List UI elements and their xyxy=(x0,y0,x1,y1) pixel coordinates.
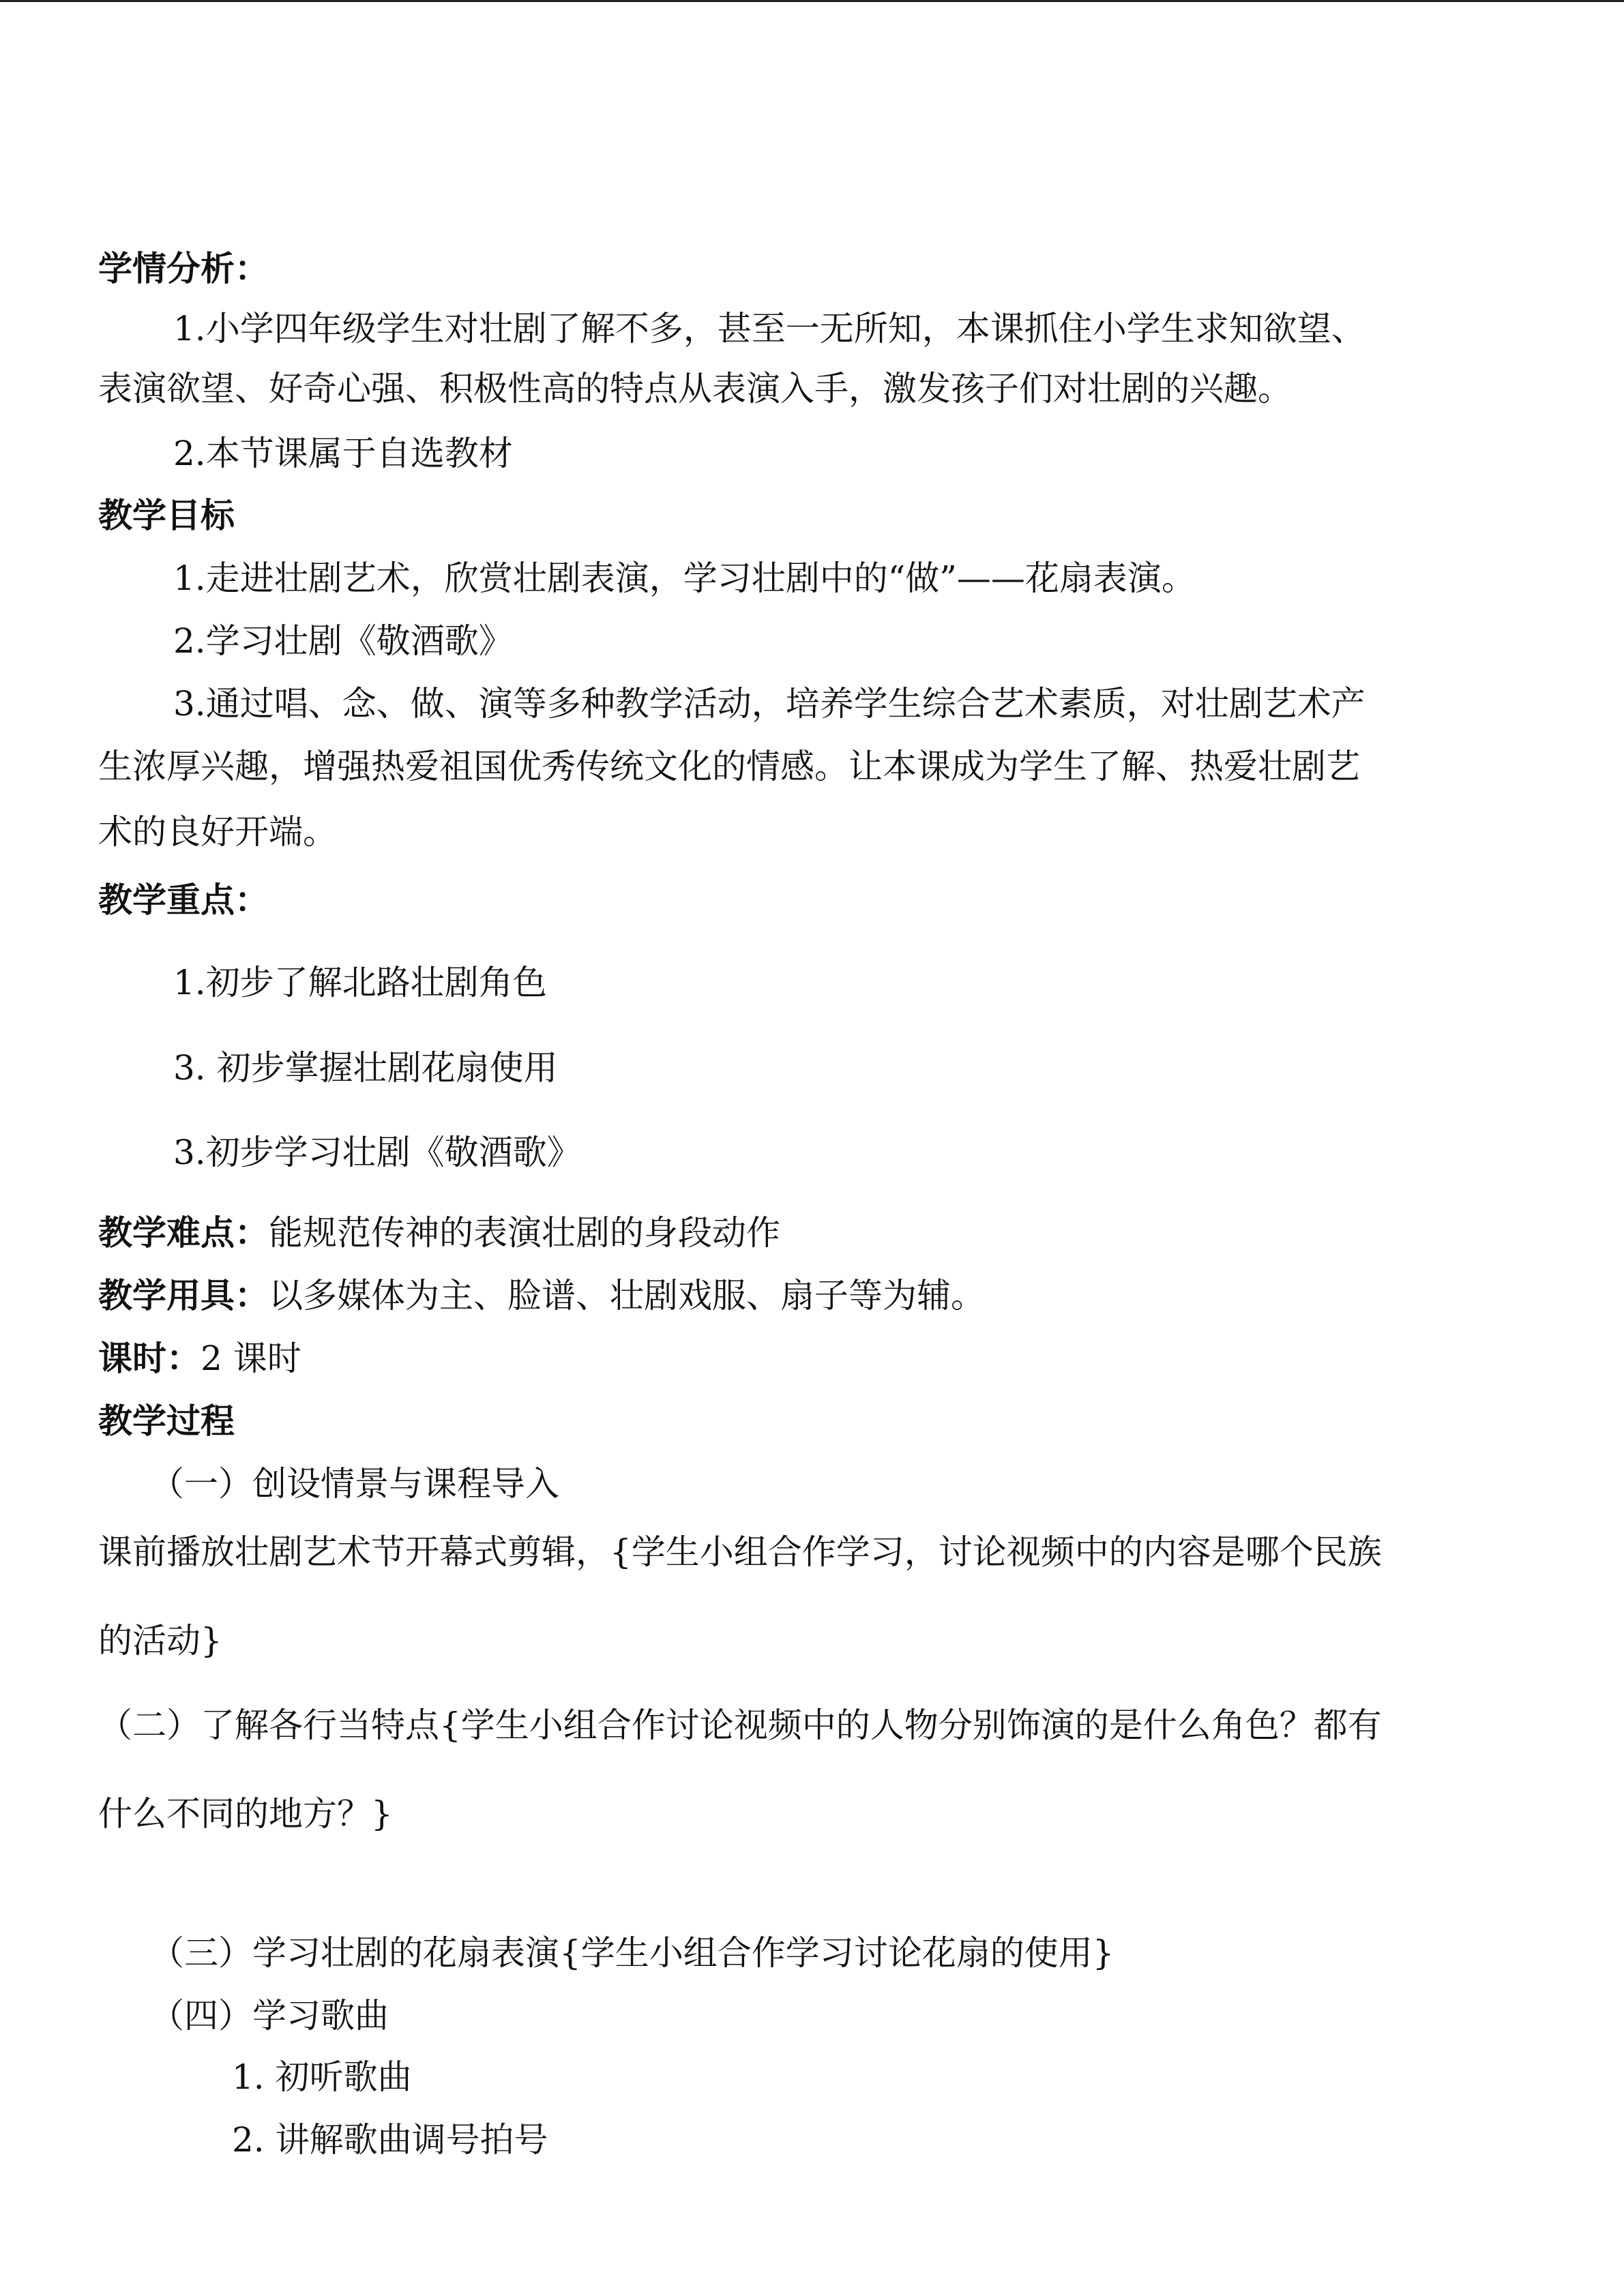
line-teaching-tools xyxy=(98,1275,985,1316)
line-text: 的活动} xyxy=(98,1621,222,1660)
inline-label: 课时： xyxy=(98,1339,201,1378)
heading-label: 教学过程 xyxy=(98,1401,235,1441)
paragraph-line xyxy=(98,1620,222,1661)
line-text: 术的良好开端。 xyxy=(98,812,337,852)
paragraph-line xyxy=(173,683,1365,724)
line-text: 什么不同的地方？} xyxy=(98,1794,393,1834)
heading-key-points xyxy=(98,880,269,921)
paragraph-line xyxy=(98,1793,393,1834)
heading-label: 教学目标 xyxy=(98,496,235,535)
paragraph-line xyxy=(173,558,1196,599)
inline-label: 教学难点： xyxy=(98,1213,269,1253)
line-text: （四）学习歌曲 xyxy=(150,1996,389,2036)
line-text: 课前播放壮剧艺术节开幕式剪辑，{学生小组合作学习，讨论视频中的内容是哪个民族 xyxy=(98,1532,1382,1572)
line-text: 2.本节课属于自选教材 xyxy=(173,434,513,473)
line-text: 3. 初步掌握壮剧花扇使用 xyxy=(173,1048,558,1088)
line-text: 1.初步了解北路壮剧角色 xyxy=(173,963,547,1002)
line-class-hours xyxy=(98,1338,301,1379)
line-text: 1.小学四年级学生对壮剧了解不多，甚至一无所知，本课抓住小学生求知欲望、 xyxy=(173,309,1365,348)
line-text: 2. 讲解歌曲调号拍号 xyxy=(232,2120,548,2160)
paragraph-line xyxy=(98,368,1292,409)
paragraph-line xyxy=(98,811,337,852)
paragraph-line xyxy=(173,962,547,1003)
paragraph-line xyxy=(173,621,513,661)
sub-item-line xyxy=(232,2119,548,2160)
heading-teaching-process xyxy=(98,1401,235,1442)
section-line xyxy=(150,1995,389,2036)
line-text: 3.通过唱、念、做、演等多种教学活动，培养学生综合艺术素质，对壮剧艺术产 xyxy=(173,684,1365,724)
paragraph-line xyxy=(173,1047,558,1088)
line-difficulty xyxy=(98,1212,780,1253)
inline-label: 教学用具： xyxy=(98,1276,269,1315)
line-text: 1. 初听歌曲 xyxy=(232,2057,412,2097)
line-text: 2.学习壮剧《敬酒歌》 xyxy=(173,621,513,661)
section-line xyxy=(150,1933,1114,1973)
paragraph-line xyxy=(173,1132,581,1173)
heading-label: 学情分析： xyxy=(98,249,269,288)
section-line xyxy=(150,1463,559,1504)
inline-text: 以多媒体为主、脸谱、壮剧戏服、扇子等为辅。 xyxy=(269,1276,985,1315)
section-line xyxy=(98,1705,1382,1746)
heading-teaching-goals xyxy=(98,495,235,536)
paragraph-line xyxy=(173,433,513,474)
line-text: （二）了解各行当特点{学生小组合作讨论视频中的人物分别饰演的是什么角色？都有 xyxy=(98,1705,1382,1745)
paragraph-line xyxy=(98,746,1360,787)
line-text: 1.走进壮剧艺术，欣赏壮剧表演，学习壮剧中的“做”——花扇表演。 xyxy=(173,558,1196,598)
sub-item-line xyxy=(232,2057,412,2098)
line-text: 表演欲望、好奇心强、积极性高的特点从表演入手，激发孩子们对壮剧的兴趣。 xyxy=(98,369,1292,408)
line-text: 3.初步学习壮剧《敬酒歌》 xyxy=(173,1133,581,1172)
page-top-border xyxy=(0,0,1624,2)
inline-text: 2 课时 xyxy=(201,1339,301,1378)
line-text: （三）学习壮剧的花扇表演{学生小组合作学习讨论花扇的使用} xyxy=(150,1933,1114,1973)
line-text: （一）创设情景与课程导入 xyxy=(150,1464,559,1504)
heading-student-analysis xyxy=(98,248,269,289)
paragraph-line xyxy=(98,1532,1382,1572)
paragraph-line xyxy=(173,308,1365,349)
heading-label: 教学重点： xyxy=(98,880,269,920)
line-text: 生浓厚兴趣，增强热爱祖国优秀传统文化的情感。让本课成为学生了解、热爱壮剧艺 xyxy=(98,747,1360,786)
inline-text: 能规范传神的表演壮剧的身段动作 xyxy=(269,1213,780,1253)
